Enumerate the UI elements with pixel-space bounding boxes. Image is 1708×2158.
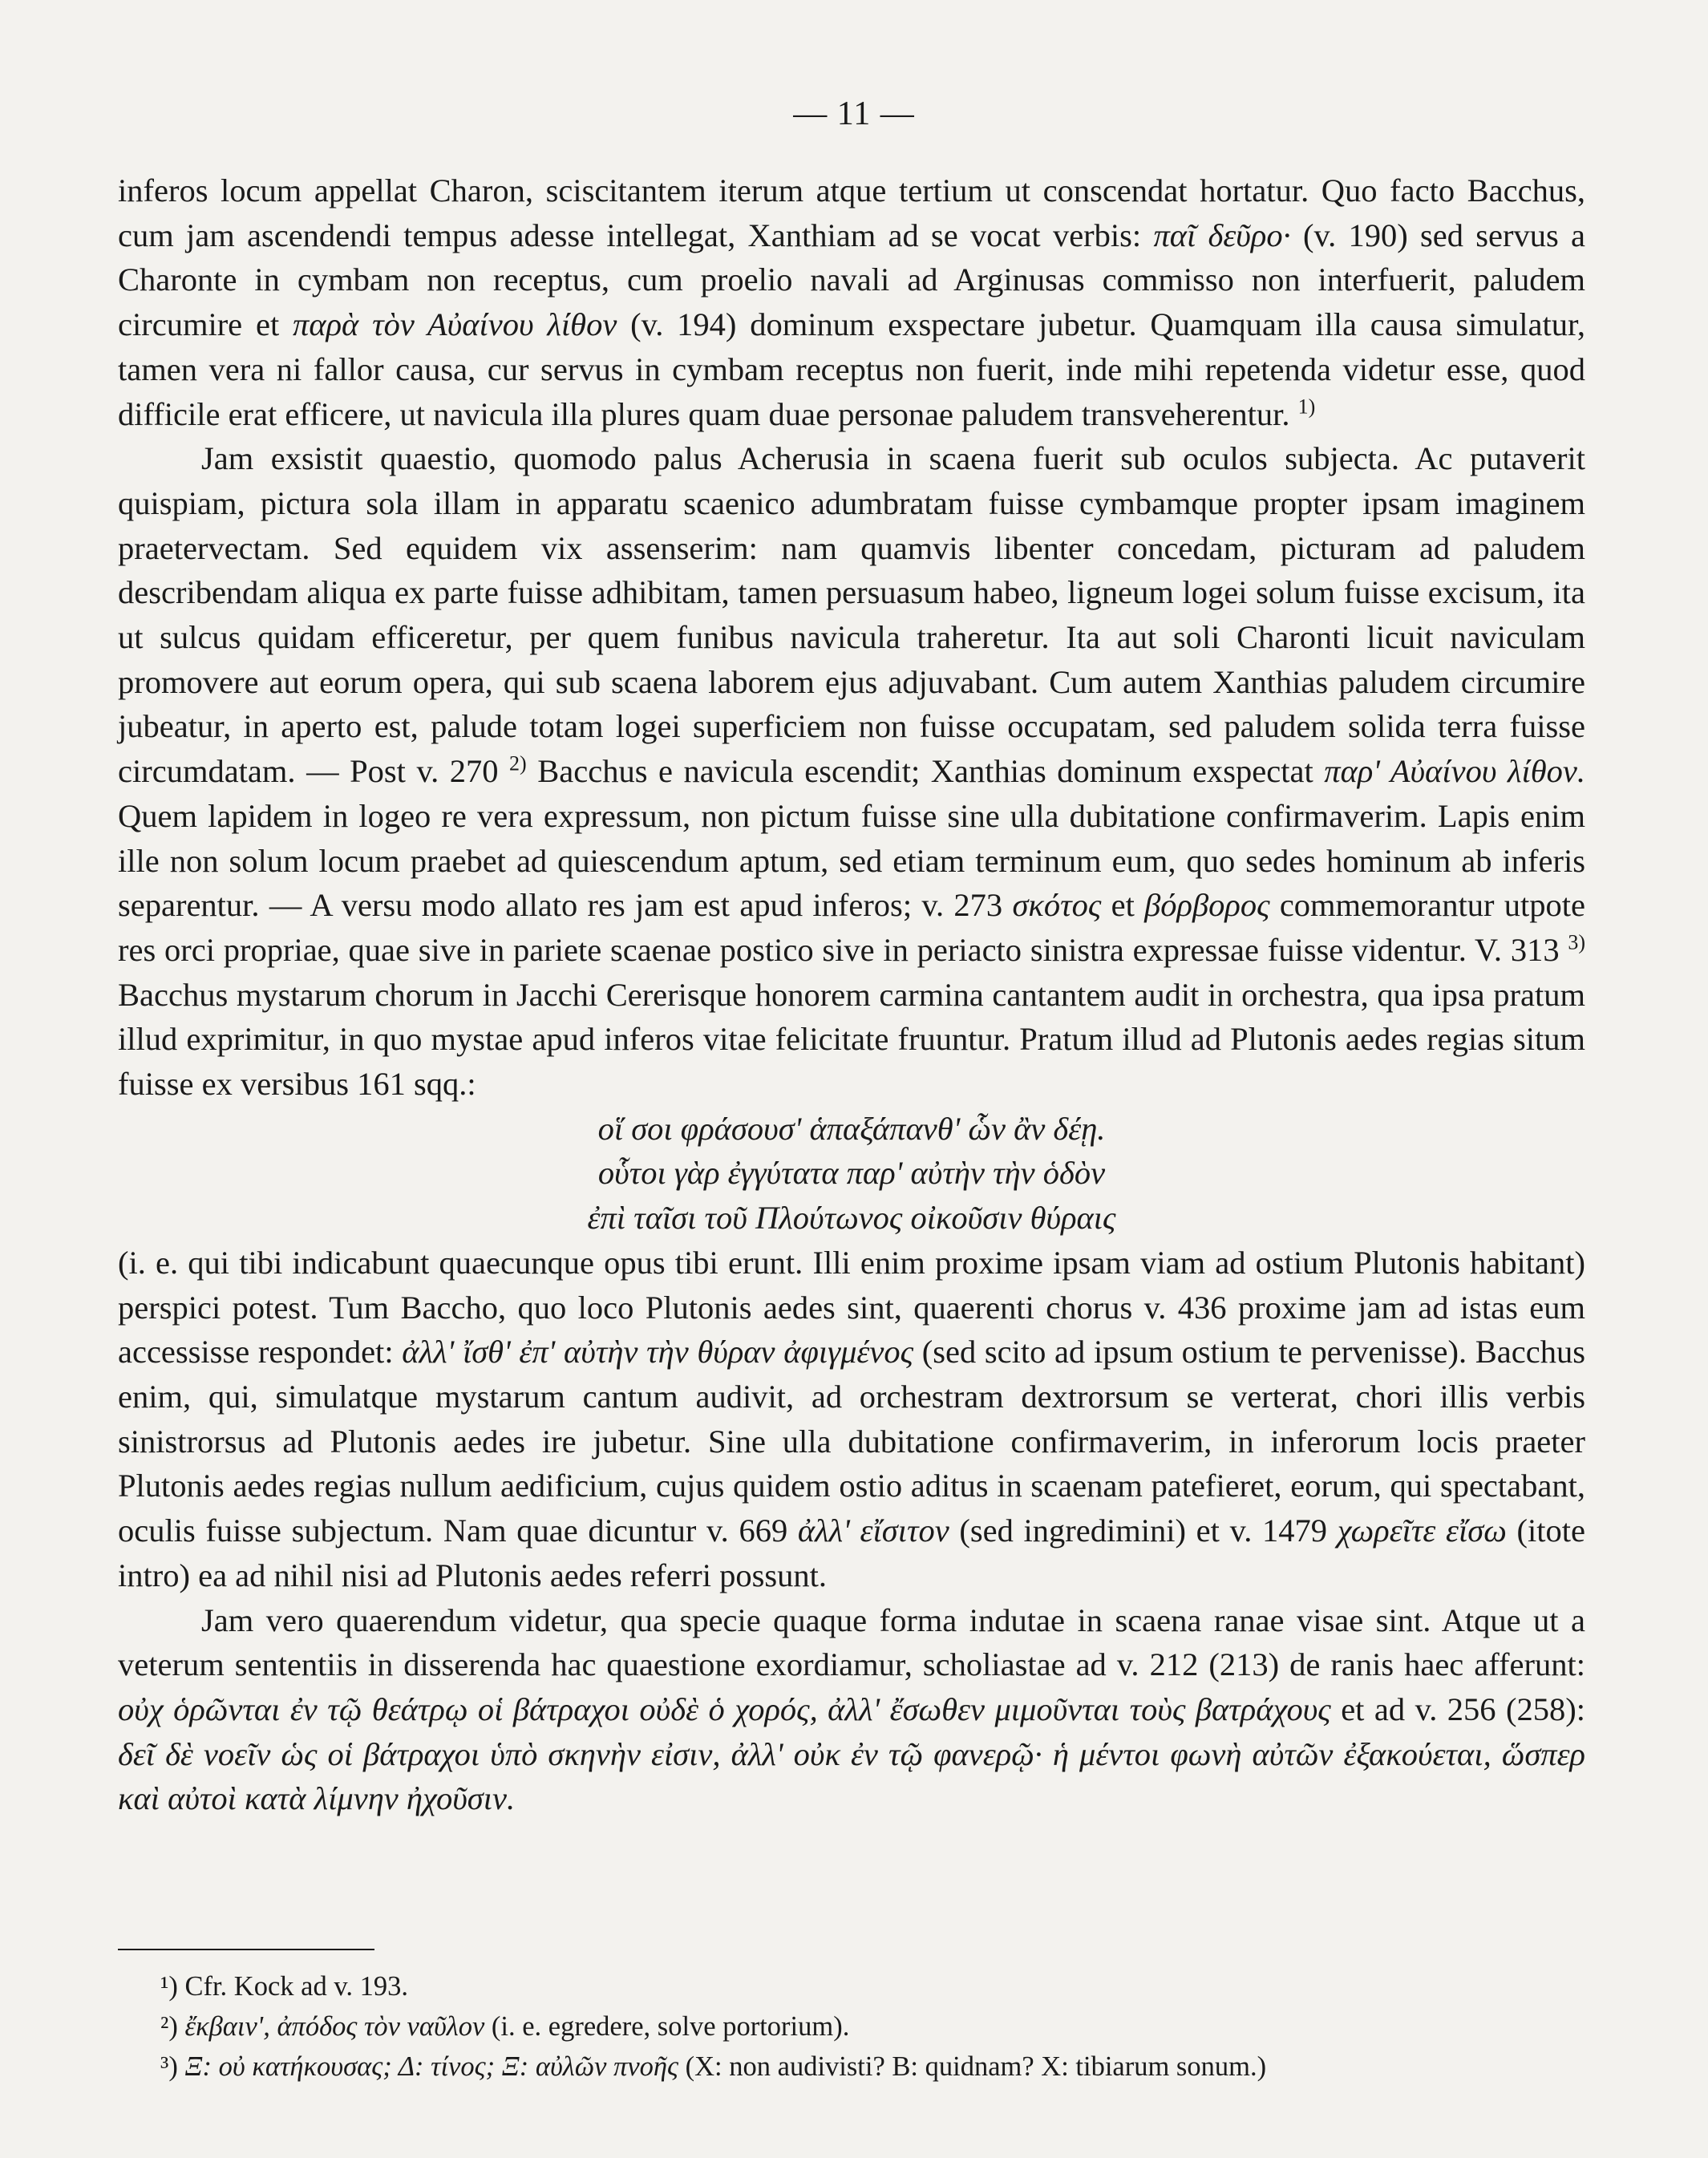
paragraph (118, 436, 1585, 1107)
text-run: (v. 190) sed servus a Charonte in cymbam non receptus, cum proelio navali ad Arginusas commisso non interfuerit, paludem circumire et (118, 217, 1585, 343)
greek-quote: χωρεῖτε εἴσω (1337, 1512, 1507, 1549)
text-run: Quem lapidem in logeo re vera expressum, non pictum fuisse sine ulla dubitatione confirmaverim. Lapis enim ille non solum locum praebet ad quiescendum aptum, sed etiam terminum eum, quo sedes hominum ab inferis separentur. — A versu modo allato res jam est apud inferos; v. 273 (118, 797, 1585, 924)
paragraph (118, 168, 1585, 436)
footnote (160, 1966, 1604, 2006)
text-run: (v. 194) dominum exspectare jubetur. Quamquam illa causa simulatur, tamen vera ni fallor causa, cur servus in cymbam receptus non fuerit, inde mihi repetenda videtur esse, quod difficile erat efficere, ut navicula illa plures quam duae personae paludem transveherentur. (118, 306, 1585, 432)
text-run: inferos locum appellat Charon, sciscitantem iterum atque tertium ut conscendat hortatur. Quo facto Bacchus, cum jam ascendendi tempus adesse intellegat, Xanthiam ad se vocat verbis: (118, 172, 1585, 253)
text-run: Jam vero quaerendum videtur, qua specie quaque forma indutae in scaena ranae visae sint. Atque ut a veterum sententiis in disserenda hac quaestione exordiamur, scholiastae ad v. 212 (213) de ranis haec afferunt: (118, 1601, 1585, 1683)
text-run: et ad v. 256 (258): (1330, 1690, 1585, 1727)
paragraph (118, 1241, 1585, 1598)
greek-quote: οὐχ ὁρῶνται ἐν τῷ θεάτρῳ οἱ βάτραχοι οὐδὲ ὁ χορός, ἀλλ' ἔσωθεν μιμοῦνται τοὺς βατράχους (118, 1690, 1331, 1727)
footnote-divider (118, 1949, 374, 1950)
greek-quote: ἀλλ' ἴσθ' ἐπ' αὐτὴν τὴν θύραν ἀφιγμένος (402, 1334, 914, 1371)
footnote-ref: 1) (1297, 395, 1316, 419)
verse-line: οὗτοι γὰρ ἐγγύτατα παρ' αὐτὴν τὴν ὁδὸν (597, 1155, 1106, 1192)
greek-quote: παῖ δεῦρο· (1153, 217, 1291, 253)
paragraph (118, 1598, 1585, 1822)
footnotes (160, 1966, 1604, 2087)
footnote-text: (X: non audivisti? B: quidnam? X: tibiarum sonum.) (678, 2051, 1267, 2082)
page-number: — 11 — (793, 95, 915, 132)
footnote-mark: ¹) (160, 1971, 178, 2002)
footnote-text: (i. e. egredere, solve portorium). (484, 2011, 850, 2042)
greek-quote: ἀλλ' εἴσιτον (797, 1512, 949, 1549)
greek-quote: βόρβορος (1144, 887, 1270, 924)
text-run: (itote intro) ea ad nihil nisi ad Plutonis aedes referri possunt. (118, 1512, 1585, 1593)
greek-quote: δεῖ δὲ νοεῖν ὡς οἱ βάτραχοι ὑπὸ σκηνὴν εἰσιν, ἀλλ' οὐκ ἐν τῷ φανερῷ· ἡ μέντοι φωνὴ αὐτῶν ἐξακούεται, ὥσπερ καὶ αὐτοὶ κατὰ λίμνην ἠχοῦσιν. (118, 1735, 1585, 1817)
verse-line: οἵ σοι φράσουσ' ἁπαξάπανθ' ὧν ἂν δέῃ. (597, 1110, 1106, 1147)
text-run: Bacchus mystarum chorum in Jacchi Cererisque honorem carmina cantantem audit in orchestra, qua ipsa pratum illud exprimitur, in quo mystae apud inferos vitae felicitate fruuntur. Pratum illud ad Plutonis aedes regias situm fuisse ex versibus 161 sqq.: (118, 976, 1585, 1103)
greek-quote: σκότος (1012, 887, 1102, 924)
footnote (160, 2047, 1604, 2087)
greek-quote: ἔκβαιν', ἀπόδος τὸν ναῦλον (177, 2011, 485, 2042)
footnote-ref: 2) (509, 751, 527, 775)
footnote-ref: 3) (1568, 930, 1586, 954)
text-run: et (1101, 887, 1145, 924)
greek-quote: Ξ: οὐ κατήκουσας; Δ: τίνος; Ξ: αὐλῶν πνοῆς (177, 2051, 679, 2082)
footnote-mark: ³) (160, 2051, 178, 2082)
text-run: (sed scito ad ipsum ostium te pervenisse). Bacchus enim, qui, simulatque mystarum cantum audivit, ad orchestram dextrorsum se verterat, chori illis verbis sinistrorsus ad Plutonis aedes ire jubetur. Sine ulla dubitatione confirmaverim, in inferorum locis praeter Plutonis aedes regias nullum aedificium, cujus quidem ostio aditus in scaenam patefieret, eorum, qui spectabant, oculis fuisse subjectum. Nam quae dicuntur v. 669 (118, 1334, 1585, 1549)
greek-quote: παρ' Αὐαίνου λίθον. (1324, 753, 1585, 790)
body-text (118, 168, 1585, 1821)
footnote (160, 2006, 1604, 2047)
verse-quote (118, 1107, 1585, 1241)
text-run: (i. e. qui tibi indicabunt quaecunque opus tibi erunt. Illi enim proxime ipsam viam ad ostium Plutonis habitant) perspici potest. Tum Baccho, quo loco Plutonis aedes sint, quaerenti chorus v. 436 proxime jam ad istas eum accessisse respondet: (118, 1244, 1585, 1371)
text-run: (sed ingredimini) et v. 1479 (949, 1512, 1338, 1549)
text-run: Jam exsistit quaestio, quomodo palus Acherusia in scaena fuerit sub oculos subjecta. Ac putaverit quispiam, pictura sola illam in apparatu scaenico adumbratam fuisse cymbamque propter ipsam imaginem praetervectam. Sed equidem vix assenserim: nam quamvis libenter concedam, picturam ad paludem describendam aliqua ex parte fuisse adhibitam, tamen persuasum habeo, ligneum logei solum fuisse excisum, ita ut sulcus quidam efficeretur, per quem funibus navicula traheretur. Ita aut soli Charonti licuit naviculam promovere aut eorum opera, qui sub scaena laborem ejus adjuvabant. Cum autem Xanthias paludem circumire jubeatur, in aperto est, palude totam logei superficiem non fuisse occupatam, sed paludem solida terra fuisse circumdatam. — Post v. 270 (118, 440, 1585, 790)
verse-line: ἐπὶ ταῖσι τοῦ Πλούτωνος οἰκοῦσιν θύραις (587, 1200, 1116, 1237)
text-run: Bacchus e navicula escendit; Xanthias dominum exspectat (526, 753, 1325, 790)
greek-quote: παρὰ τὸν Αὐαίνου λίθον (293, 306, 617, 343)
footnote-text: Cfr. Kock ad v. 193. (177, 1971, 408, 2002)
footnote-mark: ²) (160, 2011, 178, 2042)
text-run: commemorantur utpote res orci propriae, quae sive in pariete scaenae postico sive in periacto sinistra expressae fuisse videntur. V. 313 (118, 887, 1586, 968)
